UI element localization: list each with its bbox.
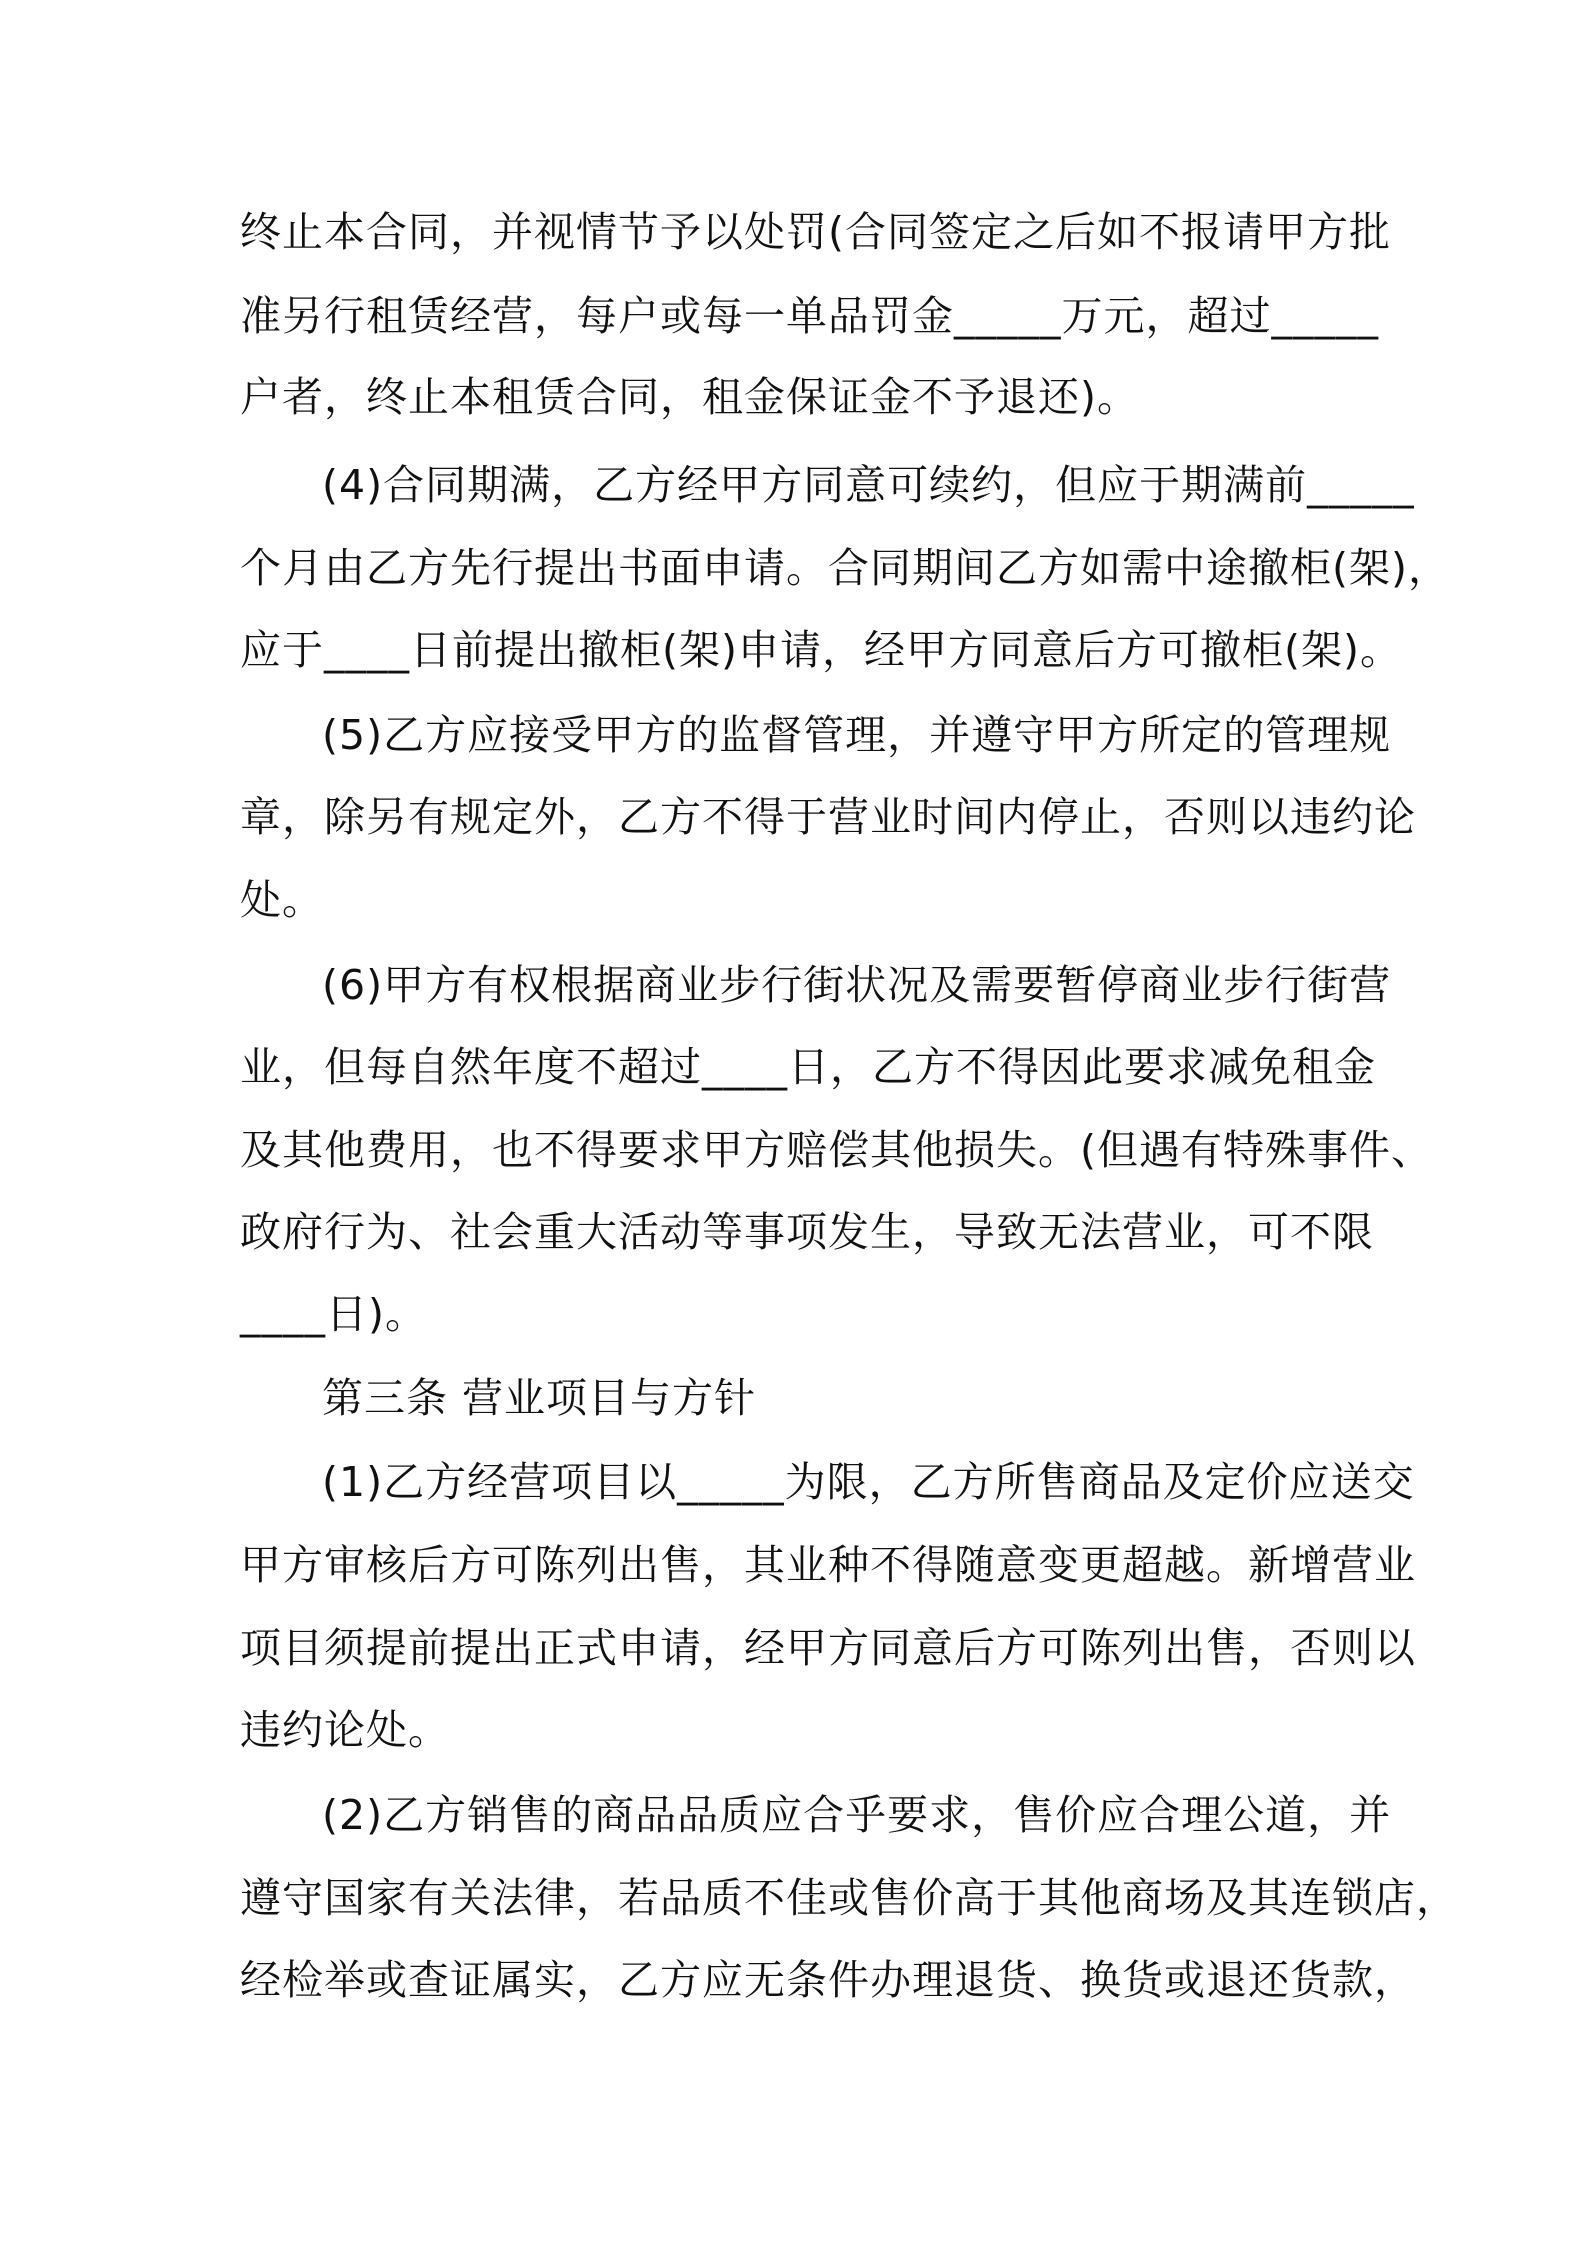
- text-line-7: (5)乙方应接受甲方的监督管理，并遵守甲方所定的管理规: [322, 711, 1392, 759]
- text-line-17: 甲方审核后方可陈列出售，其业种不得随意变更超越。新增营业: [240, 1541, 1416, 1589]
- text-line-9: 处。: [240, 876, 324, 924]
- text-line-19: 违约论处。: [240, 1706, 450, 1754]
- text-line-4: (4)合同期满，乙方经甲方同意可续约，但应于期满前_____: [322, 461, 1415, 509]
- text-line-11: 业，但每自然年度不超过____日，乙方不得因此要求减免租金: [240, 1043, 1376, 1091]
- text-line-8: 章，除另有规定外，乙方不得于营业时间内停止，否则以违约论: [240, 793, 1416, 841]
- text-line-2: 准另行租赁经营，每户或每一单品罚金_____万元，超过_____: [240, 292, 1379, 340]
- section-heading: 第三条 营业项目与方针: [322, 1374, 757, 1422]
- text-line-10: (6)甲方有权根据商业步行街状况及需要暂停商业步行街营: [322, 961, 1392, 1009]
- text-line-1: 终止本合同，并视情节予以处罚(合同签定之后如不报请甲方批: [240, 208, 1391, 256]
- text-line-22: 经检举或查证属实，乙方应无条件办理退货、换货或退还货款，: [240, 1956, 1416, 2004]
- text-line-12: 及其他费用，也不得要求甲方赔偿其他损失。(但遇有特殊事件、: [240, 1126, 1433, 1174]
- text-line-6: 应于____日前提出撤柜(架)申请，经甲方同意后方可撤柜(架)。: [240, 626, 1402, 674]
- text-line-21: 遵守国家有关法律，若品质不佳或售价高于其他商场及其连锁店，: [240, 1874, 1458, 1922]
- text-line-14: ____日)。: [240, 1290, 427, 1338]
- text-line-13: 政府行为、社会重大活动等事项发生，导致无法营业，可不限: [240, 1208, 1374, 1256]
- text-line-5: 个月由乙方先行提出书面申请。合同期间乙方如需中途撤柜(架)，: [240, 544, 1450, 592]
- text-line-16: (1)乙方经营项目以_____为限，乙方所售商品及定价应送交: [322, 1458, 1415, 1506]
- text-line-18: 项目须提前提出正式申请，经甲方同意后方可陈列出售，否则以: [240, 1624, 1416, 1672]
- text-line-3: 户者，终止本租赁合同，租金保证金不予退还)。: [240, 373, 1139, 421]
- text-line-20: (2)乙方销售的商品品质应合乎要求，售价应合理公道，并: [322, 1791, 1392, 1839]
